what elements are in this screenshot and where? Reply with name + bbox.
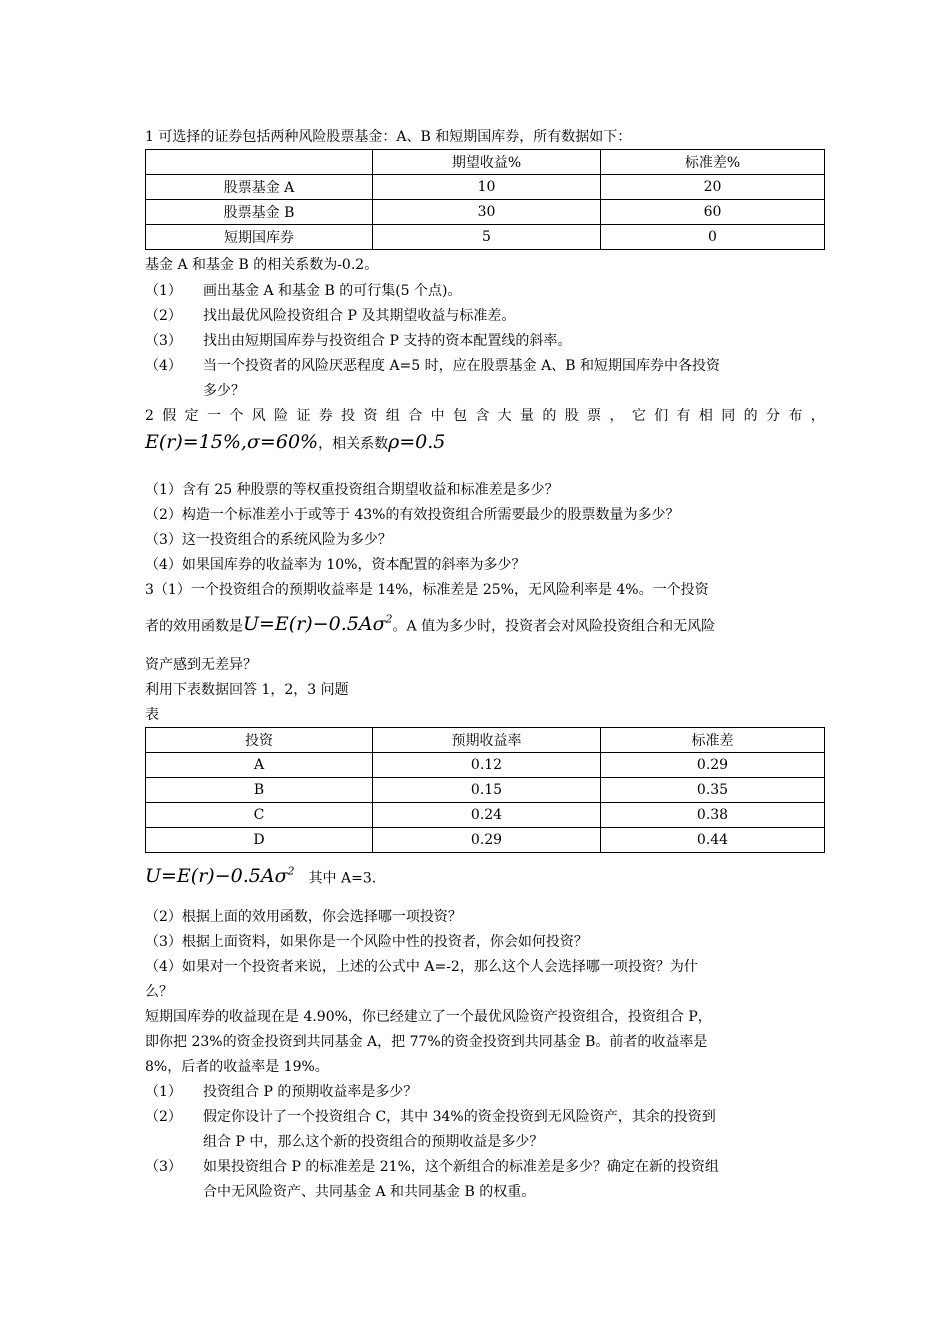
q4-item-3-continued: 合中无风险资产、共同基金 A 和共同基金 B 的权重。 (203, 1184, 536, 1200)
item-number: （3） (145, 1159, 182, 1175)
table-header-cell: 标准差% (601, 150, 825, 175)
q4-item-3: 如果投资组合 P 的标准差是 21%，这个新组合的标准差是多少？确定在新的投资组 (203, 1159, 719, 1175)
utility-formula-text: U=E(r)−0.5Aσ (243, 613, 386, 636)
q3-item-4-continued: 么？ (145, 984, 173, 1000)
table-cell: 5 (373, 225, 601, 250)
q2-intro-char: 证 (296, 408, 311, 424)
q3-line-2 (145, 604, 715, 642)
q4-item-2-continued: 组合 P 中，那么这个新的投资组合的预期收益是多少？ (203, 1134, 544, 1150)
q2-intro-char: 2 (145, 408, 154, 424)
q3-formula-note: 其中 A=3. (308, 870, 377, 887)
table-header-row (146, 728, 825, 753)
table-header-cell: 投资 (146, 728, 373, 753)
table-cell: 20 (601, 175, 825, 200)
utility-formula-sup: 2 (385, 613, 393, 626)
q2-intro-char: 假 (162, 408, 177, 424)
item-number: （2） (145, 1109, 182, 1125)
q1-item-1: 画出基金 A 和基金 B 的可行集(5 个点)。 (203, 283, 462, 299)
table-row (146, 200, 825, 225)
table-header-cell: 标准差 (601, 728, 825, 753)
q2-corr-formula: ρ=0.5 (388, 431, 446, 453)
q2-intro-char: 们 (654, 408, 669, 424)
table-row (146, 778, 825, 803)
table-cell: 0.29 (601, 753, 825, 778)
q2-intro-char: 它 (631, 408, 646, 424)
table-cell: 短期国库券 (146, 225, 373, 250)
q2-formula: E(r)=15%,σ=60% (145, 431, 319, 453)
table-cell: A (146, 753, 373, 778)
q3-item-4: （4）如果对一个投资者来说，上述的公式中 A=-2，那么这个人会选择哪一项投资？为什 (145, 959, 698, 975)
q2-item-4: （4）如果国库券的收益率为 10%，资本配置的斜率为多少？ (145, 557, 526, 573)
item-number: （4） (145, 358, 182, 374)
q2-intro-char: 分 (765, 408, 780, 424)
table-row (146, 175, 825, 200)
table-header-row (146, 150, 825, 175)
q1-item-2: 找出最优风险投资组合 P 及其期望收益与标准差。 (203, 308, 516, 324)
q3-table-label: 表 (145, 707, 159, 723)
q2-intro-char: 有 (676, 408, 691, 424)
utility-formula-text: U=E(r)−0.5Aσ (145, 865, 288, 888)
table-cell: B (146, 778, 373, 803)
q2-intro-char: 券 (318, 408, 333, 424)
q3-table (145, 727, 825, 853)
utility-formula (243, 613, 393, 635)
table-row (146, 828, 825, 853)
q4-para-line-2: 即你把 23%的资金投资到共同基金 A，把 77%的资金投资到共同基金 B。前者的收益率是 (145, 1034, 708, 1050)
q4-para-line-1: 短期国库券的收益现在是 4.90%，你已经建立了一个最优风险资产投资组合，投资组合 P， (145, 1009, 712, 1025)
q2-formula-line (145, 428, 445, 458)
q2-intro-char: 合 (408, 408, 423, 424)
q2-intro-char: 一 (207, 408, 221, 424)
q2-intro (145, 406, 825, 426)
q2-item-1: （1）含有 25 种股票的等权重投资组合期望收益和标准差是多少？ (145, 482, 559, 498)
q1-item-4-continued: 多少？ (203, 383, 245, 399)
q2-intro-char: 定 (184, 408, 199, 424)
table-cell: 股票基金 A (146, 175, 373, 200)
q2-intro-char: 同 (721, 408, 736, 424)
q1-correlation: 基金 A 和基金 B 的相关系数为-0.2。 (145, 257, 379, 273)
q3-line-1: 3（1）一个投资组合的预期收益率是 14%，标准差是 25%，无风险利率是 4%。一个投资 (145, 582, 709, 598)
table-cell: 0.35 (601, 778, 825, 803)
q3-table-intro: 利用下表数据回答 1，2，3 问题 (145, 682, 349, 698)
q3-item-3: （3）根据上面资料，如果你是一个风险中性的投资者，你会如何投资？ (145, 934, 588, 950)
q3-line-2-post: 。A 值为多少时，投资者会对风险投资组合和无风险 (392, 618, 716, 635)
table-cell: 60 (601, 200, 825, 225)
table-cell: C (146, 803, 373, 828)
utility-formula-sup: 2 (287, 865, 295, 878)
table-row (146, 803, 825, 828)
q2-intro-char: 量 (520, 408, 535, 424)
q2-intro-char: 风 (251, 408, 266, 424)
q1-table (145, 149, 825, 250)
q2-intro-char: ， (609, 408, 624, 424)
q1-item-4: 当一个投资者的风险厌恶程度 A=5 时，应在股票基金 A、B 和短期国库券中各投资 (203, 358, 720, 374)
q2-item-3: （3）这一投资组合的系统风险为多少？ (145, 532, 392, 548)
table-header-cell: 预期收益率 (373, 728, 601, 753)
item-number: （1） (145, 1084, 182, 1100)
table-cell: 0.15 (373, 778, 601, 803)
q2-intro-char: 资 (363, 408, 378, 424)
item-number: （2） (145, 308, 182, 324)
table-row (146, 753, 825, 778)
q2-intro-char: 的 (542, 408, 557, 424)
q2-intro-char: ， (810, 408, 825, 424)
item-number: （3） (145, 333, 182, 349)
q2-intro-char: 个 (229, 408, 244, 424)
table-cell: 0.24 (373, 803, 601, 828)
q1-item-3: 找出由短期国库券与投资组合 P 支持的资本配置线的斜率。 (203, 333, 572, 349)
table-cell: 10 (373, 175, 601, 200)
q2-intro-char: 股 (564, 408, 579, 424)
q1-intro: 1 可选择的证券包括两种风险股票基金：A、B 和短期国库券，所有数据如下： (145, 129, 632, 145)
q2-intro-char: 布 (788, 408, 803, 424)
table-cell: 0.38 (601, 803, 825, 828)
q3-line-2-pre: 者的效用函数是 (145, 618, 243, 635)
q2-intro-char: 含 (475, 408, 490, 424)
q4-item-1: 投资组合 P 的预期收益率是多少？ (203, 1084, 418, 1100)
q2-intro-char: 的 (743, 408, 758, 424)
table-cell: 0.44 (601, 828, 825, 853)
q2-intro-char: 险 (274, 408, 289, 424)
q2-corr-label: ，相关系数 (318, 436, 389, 452)
q3-formula-line (145, 856, 376, 894)
q4-item-2: 假定你设计了一个投资组合 C，其中 34%的资金投资到无风险资产，其余的投资到 (203, 1109, 716, 1125)
utility-formula (145, 865, 295, 887)
q3-line-3: 资产感到无差异？ (145, 657, 257, 673)
table-cell: 0.12 (373, 753, 601, 778)
q2-intro-char: 大 (497, 408, 512, 424)
table-cell: 30 (373, 200, 601, 225)
table-cell: D (146, 828, 373, 853)
q2-intro-char: 票 (587, 408, 602, 424)
q2-intro-char: 包 (452, 408, 467, 424)
table-cell: 0.29 (373, 828, 601, 853)
table-cell: 股票基金 B (146, 200, 373, 225)
item-number: （1） (145, 283, 182, 299)
q4-para-line-3: 8%，后者的收益率是 19%。 (145, 1059, 329, 1075)
q2-intro-char: 组 (385, 408, 400, 424)
table-header-cell: 期望收益% (373, 150, 601, 175)
q2-intro-char: 投 (341, 408, 356, 424)
q2-item-2: （2）构造一个标准差小于或等于 43%的有效投资组合所需要最少的股票数量为多少？ (145, 507, 680, 523)
table-cell: 0 (601, 225, 825, 250)
table-row (146, 225, 825, 250)
q3-item-2: （2）根据上面的效用函数，你会选择哪一项投资？ (145, 909, 462, 925)
table-header-cell (146, 150, 373, 175)
q2-intro-char: 中 (430, 408, 445, 424)
q2-intro-char: 相 (698, 408, 713, 424)
